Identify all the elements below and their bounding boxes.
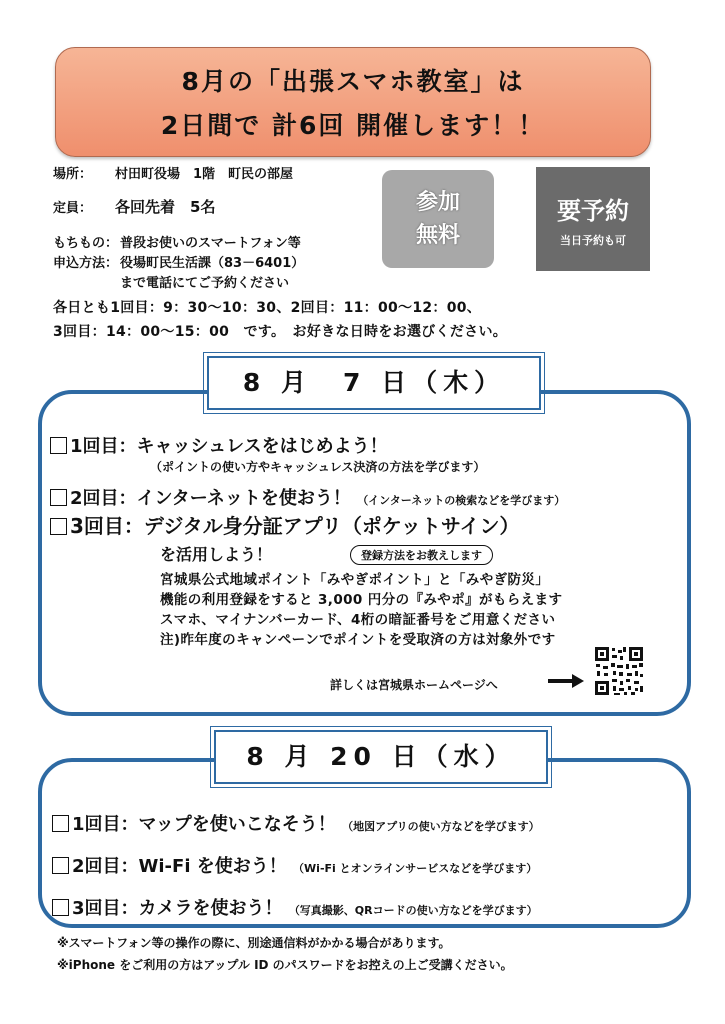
day2-session2-desc: （Wi-Fi とオンラインサービスなどを学びます） [293,862,538,875]
capacity-value: 各回先着 5名 [115,198,216,216]
day2-session1-desc: （地図アプリの使い方などを学びます） [342,820,540,833]
same-day-reservation: 当日予約も可 [560,233,626,247]
day1-session1-desc: （ポイントの使い方やキャッシュレス決済の方法を学びます） [150,460,486,474]
qr-code-icon[interactable] [594,646,644,696]
day2-session3-title: 3回目：カメラを使おう！ [72,898,283,919]
schedule-line1: 各日とも1回目：9：30～10：30、2回目：11：00～12：00、 [53,300,482,316]
free-badge-line1: 参加 [415,190,460,215]
info-apply [53,252,304,271]
title-banner [55,47,651,157]
note-apple-id: ※iPhone をご利用の方はアップル ID のパスワードをお控えの上ご受講ください。 [57,958,513,972]
day1-date: 8 月 7 日（木） [207,356,541,410]
apply-label: 申込方法： [53,256,119,271]
items-value: 普段お使いのスマートフォン等 [120,236,301,251]
day1-session3-body3: スマホ、マイナンバーカード、4桁の暗証番号をご用意ください [160,612,556,628]
place-label: 場所： [53,167,93,182]
apply-value: 役場町民生活課（83－6401） [120,256,305,271]
info-place [53,163,293,182]
free-badge-line2: 無料 [415,223,460,248]
day2-session3-desc: （写真撮影、QRコードの使い方などを学びます） [288,904,538,917]
info-items [53,232,301,251]
day2-session3 [52,894,538,920]
schedule-line2: 3回目：14：00～15：00 です。 お好きな日時をお選びください。 [53,324,508,340]
day2-session1-title: 1回目：マップを使いこなそう！ [72,814,336,835]
day1-session2-title: 2回目：インターネットを使おう！ [70,488,351,509]
reservation-required: 要予約 [557,196,629,225]
day1-session2 [50,484,565,510]
day1-session3-title2: を活用しよう！ [160,545,273,564]
day2-session2 [52,852,537,878]
checkbox-icon [52,857,69,874]
checkbox-icon [50,518,67,535]
day2-session2-title: 2回目：Wi-Fi を使おう！ [72,856,287,877]
capacity-label: 定員： [53,201,93,216]
day1-session3-body1: 宮城県公式地域ポイント「みやぎポイント」と「みやぎ防災」 [160,572,550,588]
checkbox-icon [50,437,67,454]
banner-title-line2: 2日間で 計6回 開催します！！ [160,111,546,140]
banner-title-line1: 8月の「出張スマホ教室」は [181,67,525,96]
apply-note: まで電話にてご予約ください [120,276,290,291]
more-info-link[interactable]: 詳しくは宮城県ホームページへ [330,678,498,692]
free-badge [382,170,494,268]
day1-session3 [50,510,520,539]
day1-session2-desc: （インターネットの検索などを学びます） [357,494,566,507]
checkbox-icon [50,489,67,506]
day2-session1 [52,810,540,836]
day2-date: 8 月 20 日（水） [214,730,548,784]
place-value: 村田町役場 1階 町民の部屋 [115,167,294,182]
reservation-badge [536,167,650,271]
checkbox-icon [52,899,69,916]
items-label: もちもの： [53,236,119,251]
day1-session3-title: 3回目：デジタル身分証アプリ（ポケットサイン） [70,514,520,538]
checkbox-icon [52,815,69,832]
info-capacity [53,196,215,217]
arrow-right-icon [548,673,584,692]
day1-session3-body4: 注)昨年度のキャンペーンでポイントを受取済の方は対象外です [160,632,556,648]
registration-pill: 登録方法をお教えします [350,545,493,565]
note-data-charges: ※スマートフォン等の操作の際に、別途通信料がかかる場合があります。 [57,936,451,950]
day1-session3-body2: 機能の利用登録をすると 3,000 円分の『みやポ』がもらえます [160,592,563,608]
day1-session1 [50,432,388,458]
day1-session1-title: 1回目：キャッシュレスをはじめよう！ [70,436,388,457]
